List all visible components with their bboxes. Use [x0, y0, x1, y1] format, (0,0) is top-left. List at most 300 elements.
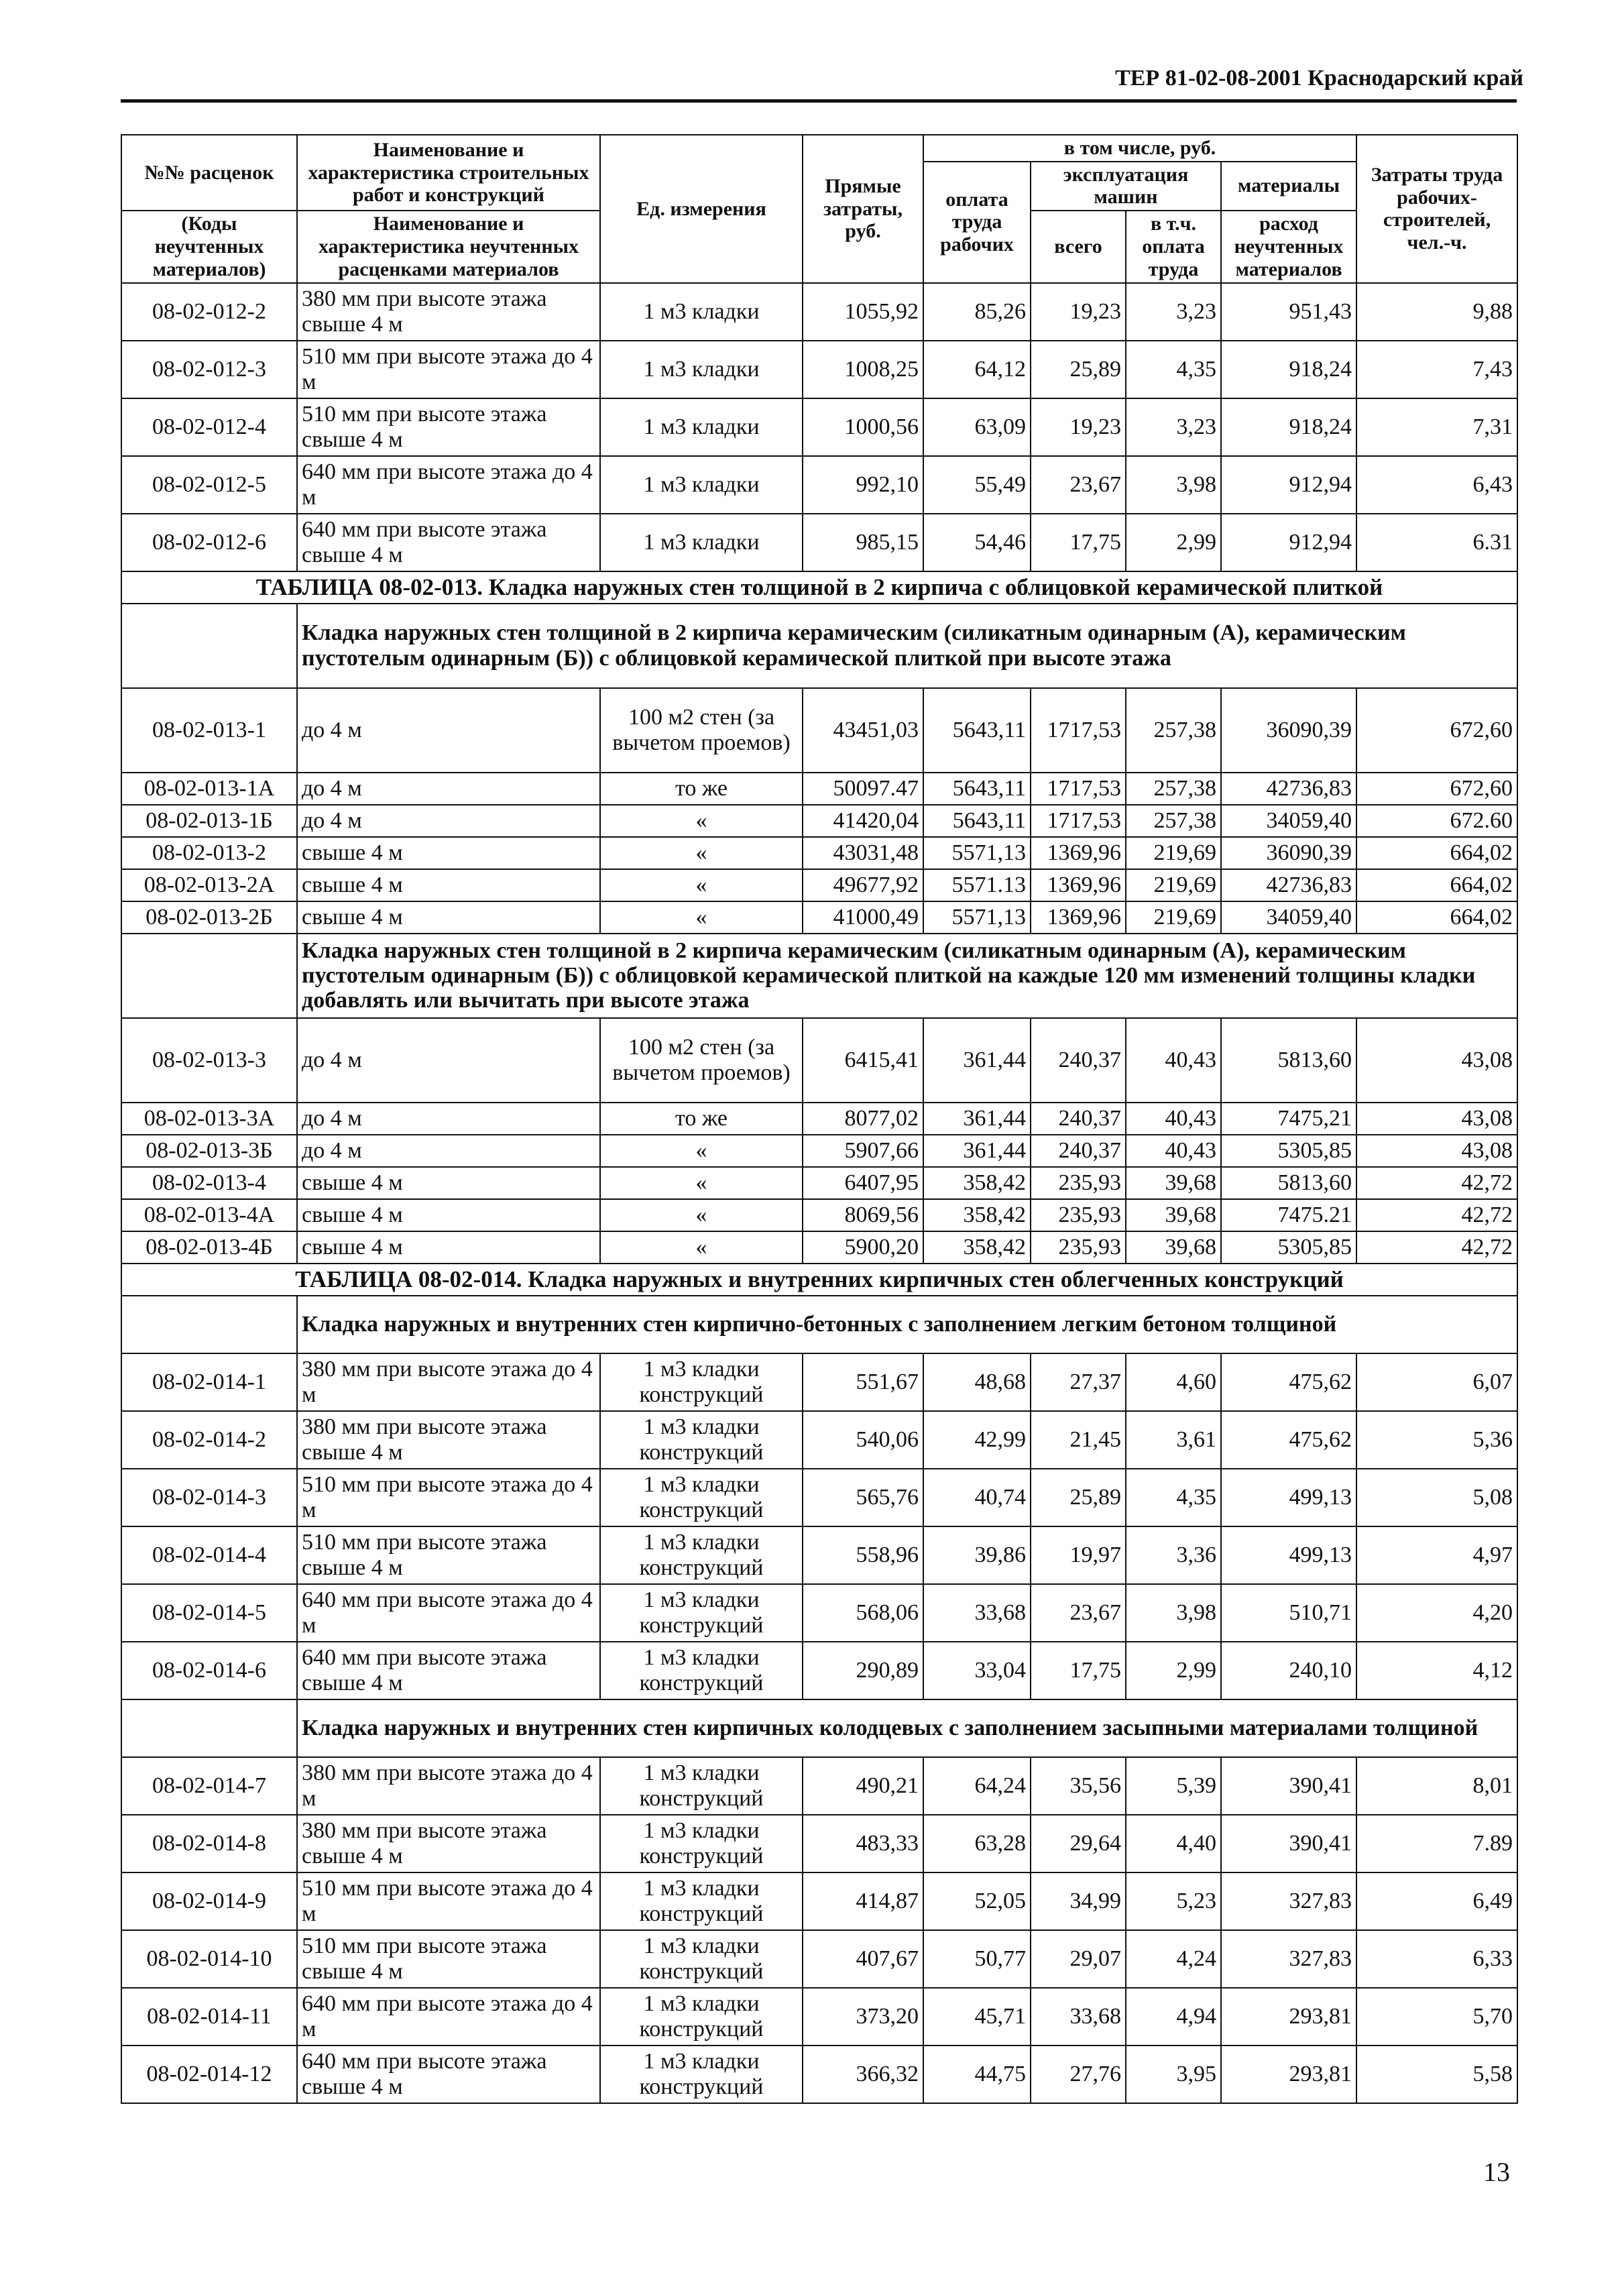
rate-code: 08-02-014-7 [121, 1757, 297, 1815]
rate-description: 510 мм при высоте этажа свыше 4 м [297, 1930, 600, 1988]
rate-code: 08-02-013-4А [121, 1199, 297, 1231]
unit-of-measure: « [600, 869, 803, 901]
machine-operator-wages: 3,23 [1126, 398, 1221, 456]
table-row [121, 1815, 1517, 1872]
labor-hours: 9,88 [1356, 283, 1517, 341]
machine-costs: 29,07 [1031, 1930, 1126, 1988]
machine-costs: 17,75 [1031, 1642, 1126, 1699]
unit-of-measure: 1 м3 кладки конструкций [600, 1411, 803, 1469]
labor-hours: 6,49 [1356, 1872, 1517, 1930]
machine-operator-wages: 257,38 [1126, 773, 1221, 805]
machine-operator-wages: 4,94 [1126, 1988, 1221, 2046]
worker-wages: 39,86 [923, 1526, 1031, 1584]
rate-description: 380 мм при высоте этажа свыше 4 м [297, 283, 600, 341]
machine-costs: 240,37 [1031, 1018, 1126, 1103]
direct-costs: 43451,03 [803, 688, 923, 773]
unit-of-measure: 1 м3 кладки конструкций [600, 1584, 803, 1642]
labor-hours: 5,36 [1356, 1411, 1517, 1469]
unit-of-measure: 1 м3 кладки [600, 398, 803, 456]
labor-hours: 4,20 [1356, 1584, 1517, 1642]
header-materials: материалы [1221, 162, 1356, 211]
unit-of-measure: « [600, 1199, 803, 1231]
unit-of-measure: 1 м3 кладки конструкций [600, 1815, 803, 1872]
worker-wages: 5643,11 [923, 805, 1031, 837]
table-row [121, 1469, 1517, 1526]
section-heading-row [121, 1296, 1517, 1353]
table-row [121, 1930, 1517, 1988]
header-including: в том числе, руб. [923, 135, 1356, 162]
material-costs: 510,71 [1221, 1584, 1356, 1642]
rate-description: 510 мм при высоте этажа свыше 4 м [297, 398, 600, 456]
labor-hours: 43,08 [1356, 1135, 1517, 1167]
worker-wages: 358,42 [923, 1167, 1031, 1199]
rate-code: 08-02-014-8 [121, 1815, 297, 1872]
rate-description: 640 мм при высоте этажа до 4 м [297, 1584, 600, 1642]
machine-operator-wages: 3,98 [1126, 1584, 1221, 1642]
rate-description: 380 мм при высоте этажа до 4 м [297, 1757, 600, 1815]
table-header [121, 135, 1517, 283]
rate-code: 08-02-013-1А [121, 773, 297, 805]
machine-costs: 19,23 [1031, 283, 1126, 341]
header-machines-total: всего [1031, 211, 1126, 283]
material-costs: 390,41 [1221, 1815, 1356, 1872]
machine-costs: 1717,53 [1031, 773, 1126, 805]
machine-operator-wages: 40,43 [1126, 1135, 1221, 1167]
worker-wages: 52,05 [923, 1872, 1031, 1930]
rate-code: 08-02-014-2 [121, 1411, 297, 1469]
header-labor: Затраты труда рабочих-строителей, чел.-ч. [1356, 135, 1517, 283]
material-costs: 5305,85 [1221, 1135, 1356, 1167]
rate-description: 510 мм при высоте этажа до 4 м [297, 1872, 600, 1930]
unit-of-measure: 1 м3 кладки конструкций [600, 1469, 803, 1526]
machine-costs: 235,93 [1031, 1199, 1126, 1231]
material-costs: 5813,60 [1221, 1167, 1356, 1199]
labor-hours: 672,60 [1356, 773, 1517, 805]
direct-costs: 558,96 [803, 1526, 923, 1584]
worker-wages: 361,44 [923, 1135, 1031, 1167]
material-costs: 918,24 [1221, 341, 1356, 398]
rate-code: 08-02-014-9 [121, 1872, 297, 1930]
machine-operator-wages: 219,69 [1126, 837, 1221, 869]
machine-operator-wages: 2,99 [1126, 1642, 1221, 1699]
section-heading-row [121, 1699, 1517, 1757]
table-row [121, 1018, 1517, 1103]
table-row [121, 2046, 1517, 2103]
labor-hours: 5,08 [1356, 1469, 1517, 1526]
worker-wages: 358,42 [923, 1231, 1031, 1264]
rate-code: 08-02-013-2А [121, 869, 297, 901]
direct-costs: 568,06 [803, 1584, 923, 1642]
worker-wages: 42,99 [923, 1411, 1031, 1469]
machine-operator-wages: 3,98 [1126, 456, 1221, 514]
worker-wages: 44,75 [923, 2046, 1031, 2103]
direct-costs: 373,20 [803, 1988, 923, 2046]
machine-costs: 19,23 [1031, 398, 1126, 456]
rate-code: 08-02-014-3 [121, 1469, 297, 1526]
rate-code: 08-02-013-3Б [121, 1135, 297, 1167]
labor-hours: 42,72 [1356, 1199, 1517, 1231]
table-row [121, 1411, 1517, 1469]
rate-description: 640 мм при высоте этажа до 4 м [297, 456, 600, 514]
unit-of-measure: 1 м3 кладки [600, 341, 803, 398]
header-machines: эксплуатация машин [1031, 162, 1221, 211]
worker-wages: 50,77 [923, 1930, 1031, 1988]
header-code-top: №№ расценок [121, 135, 297, 211]
rate-code: 08-02-013-2 [121, 837, 297, 869]
machine-costs: 25,89 [1031, 1469, 1126, 1526]
section-code-cell [121, 1699, 297, 1757]
machine-operator-wages: 5,39 [1126, 1757, 1221, 1815]
machine-costs: 27,76 [1031, 2046, 1126, 2103]
rate-code: 08-02-012-2 [121, 283, 297, 341]
table-row [121, 837, 1517, 869]
worker-wages: 5571,13 [923, 901, 1031, 934]
table-row [121, 341, 1517, 398]
material-costs: 327,83 [1221, 1930, 1356, 1988]
unit-of-measure: то же [600, 1103, 803, 1135]
direct-costs: 985,15 [803, 514, 923, 571]
machine-operator-wages: 3,36 [1126, 1526, 1221, 1584]
rate-code: 08-02-014-12 [121, 2046, 297, 2103]
direct-costs: 992,10 [803, 456, 923, 514]
material-costs: 951,43 [1221, 283, 1356, 341]
labor-hours: 7.89 [1356, 1815, 1517, 1872]
table-row [121, 1757, 1517, 1815]
unit-of-measure: 1 м3 кладки [600, 514, 803, 571]
machine-operator-wages: 4,40 [1126, 1815, 1221, 1872]
material-costs: 5305,85 [1221, 1231, 1356, 1264]
page-number: 13 [1483, 2157, 1510, 2187]
direct-costs: 1055,92 [803, 283, 923, 341]
rate-description: 510 мм при высоте этажа до 4 м [297, 1469, 600, 1526]
rate-code: 08-02-013-4Б [121, 1231, 297, 1264]
direct-costs: 540,06 [803, 1411, 923, 1469]
direct-costs: 1008,25 [803, 341, 923, 398]
direct-costs: 6407,95 [803, 1167, 923, 1199]
machine-operator-wages: 40,43 [1126, 1103, 1221, 1135]
rate-description: 640 мм при высоте этажа до 4 м [297, 1988, 600, 2046]
labor-hours: 43,08 [1356, 1103, 1517, 1135]
direct-costs: 41420,04 [803, 805, 923, 837]
machine-operator-wages: 219,69 [1126, 901, 1221, 934]
rate-code: 08-02-013-1 [121, 688, 297, 773]
header-materials-sub: расход неучтенных материалов [1221, 211, 1356, 283]
labor-hours: 7,31 [1356, 398, 1517, 456]
worker-wages: 5643,11 [923, 688, 1031, 773]
unit-of-measure: 100 м2 стен (за вычетом проемов) [600, 1018, 803, 1103]
material-costs: 5813,60 [1221, 1018, 1356, 1103]
section-code-cell [121, 604, 297, 688]
worker-wages: 63,28 [923, 1815, 1031, 1872]
unit-of-measure: 1 м3 кладки конструкций [600, 1988, 803, 2046]
material-costs: 918,24 [1221, 398, 1356, 456]
rate-code: 08-02-014-4 [121, 1526, 297, 1584]
rate-description: 380 мм при высоте этажа свыше 4 м [297, 1411, 600, 1469]
machine-costs: 35,56 [1031, 1757, 1126, 1815]
machine-costs: 23,67 [1031, 1584, 1126, 1642]
table-row [121, 901, 1517, 934]
table-row [121, 773, 1517, 805]
rate-description: 640 мм при высоте этажа свыше 4 м [297, 1642, 600, 1699]
worker-wages: 85,26 [923, 283, 1031, 341]
section-code-cell [121, 934, 297, 1018]
direct-costs: 41000,49 [803, 901, 923, 934]
labor-hours: 6,33 [1356, 1930, 1517, 1988]
material-costs: 42736,83 [1221, 869, 1356, 901]
table-row [121, 1872, 1517, 1930]
rate-description: свыше 4 м [297, 901, 600, 934]
labor-hours: 43,08 [1356, 1018, 1517, 1103]
unit-of-measure: 1 м3 кладки конструкций [600, 2046, 803, 2103]
material-costs: 7475.21 [1221, 1199, 1356, 1231]
machine-costs: 25,89 [1031, 341, 1126, 398]
unit-of-measure: 1 м3 кладки [600, 283, 803, 341]
worker-wages: 48,68 [923, 1353, 1031, 1411]
rate-code: 08-02-013-3А [121, 1103, 297, 1135]
machine-costs: 1717,53 [1031, 805, 1126, 837]
unit-of-measure: 1 м3 кладки конструкций [600, 1526, 803, 1584]
unit-of-measure: 1 м3 кладки конструкций [600, 1930, 803, 1988]
rate-description: 510 мм при высоте этажа свыше 4 м [297, 1526, 600, 1584]
labor-hours: 5,58 [1356, 2046, 1517, 2103]
direct-costs: 50097.47 [803, 773, 923, 805]
worker-wages: 33,04 [923, 1642, 1031, 1699]
machine-costs: 33,68 [1031, 1988, 1126, 2046]
direct-costs: 565,76 [803, 1469, 923, 1526]
rate-code: 08-02-014-1 [121, 1353, 297, 1411]
unit-of-measure: 1 м3 кладки конструкций [600, 1642, 803, 1699]
table-row [121, 1135, 1517, 1167]
machine-operator-wages: 4,60 [1126, 1353, 1221, 1411]
rate-description: до 4 м [297, 773, 600, 805]
labor-hours: 664,02 [1356, 837, 1517, 869]
table-title: ТАБЛИЦА 08-02-014. Кладка наружных и внутренних кирпичных стен облегченных конструкций [121, 1264, 1517, 1296]
header-unit: Ед. измерения [600, 135, 803, 283]
machine-operator-wages: 219,69 [1126, 869, 1221, 901]
section-code-cell [121, 1296, 297, 1353]
direct-costs: 407,67 [803, 1930, 923, 1988]
worker-wages: 45,71 [923, 1988, 1031, 2046]
rate-description: 380 мм при высоте этажа до 4 м [297, 1353, 600, 1411]
table-row [121, 869, 1517, 901]
rate-description: свыше 4 м [297, 1231, 600, 1264]
rate-description: до 4 м [297, 688, 600, 773]
rate-description: свыше 4 м [297, 1167, 600, 1199]
unit-of-measure: 1 м3 кладки конструкций [600, 1872, 803, 1930]
table-title: ТАБЛИЦА 08-02-013. Кладка наружных стен толщиной в 2 кирпича с облицовкой керамической плиткой [121, 571, 1517, 604]
section-heading: Кладка наружных и внутренних стен кирпично-бетонных с заполнением легким бетоном толщиной [297, 1296, 1517, 1353]
labor-hours: 664,02 [1356, 901, 1517, 934]
section-heading: Кладка наружных и внутренних стен кирпичных колодцевых с заполнением засыпными материалами толщиной [297, 1699, 1517, 1757]
material-costs: 475,62 [1221, 1353, 1356, 1411]
machine-costs: 235,93 [1031, 1231, 1126, 1264]
unit-of-measure: « [600, 1135, 803, 1167]
machine-operator-wages: 40,43 [1126, 1018, 1221, 1103]
machine-operator-wages: 2,99 [1126, 514, 1221, 571]
rate-code: 08-02-013-3 [121, 1018, 297, 1103]
rate-description: 510 мм при высоте этажа до 4 м [297, 341, 600, 398]
table-title-row [121, 1264, 1517, 1296]
material-costs: 499,13 [1221, 1526, 1356, 1584]
machine-operator-wages: 5,23 [1126, 1872, 1221, 1930]
header-rule [121, 99, 1517, 103]
rate-code: 08-02-014-11 [121, 1988, 297, 2046]
material-costs: 327,83 [1221, 1872, 1356, 1930]
machine-operator-wages: 39,68 [1126, 1199, 1221, 1231]
table-row [121, 514, 1517, 571]
rate-description: 640 мм при высоте этажа свыше 4 м [297, 2046, 600, 2103]
rate-description: свыше 4 м [297, 1199, 600, 1231]
section-heading: Кладка наружных стен толщиной в 2 кирпича керамическим (силикатным одинарным (А), керамическим пустотелым одинарным (Б)) с облицовкой керамической плиткой при высоте этажа [297, 604, 1517, 688]
rates-table [121, 134, 1518, 2104]
material-costs: 36090,39 [1221, 688, 1356, 773]
machine-operator-wages: 39,68 [1126, 1167, 1221, 1199]
table-row [121, 1526, 1517, 1584]
material-costs: 36090,39 [1221, 837, 1356, 869]
worker-wages: 361,44 [923, 1103, 1031, 1135]
direct-costs: 414,87 [803, 1872, 923, 1930]
table-body [121, 283, 1517, 2103]
material-costs: 390,41 [1221, 1757, 1356, 1815]
direct-costs: 483,33 [803, 1815, 923, 1872]
section-heading-row [121, 934, 1517, 1018]
machine-costs: 27,37 [1031, 1353, 1126, 1411]
worker-wages: 40,74 [923, 1469, 1031, 1526]
rate-description: свыше 4 м [297, 837, 600, 869]
unit-of-measure: то же [600, 773, 803, 805]
material-costs: 912,94 [1221, 456, 1356, 514]
table-row [121, 1988, 1517, 2046]
labor-hours: 7,43 [1356, 341, 1517, 398]
rate-code: 08-02-013-2Б [121, 901, 297, 934]
header-name-top: Наименование и характеристика строительных работ и конструкций [297, 135, 600, 211]
rate-code: 08-02-013-1Б [121, 805, 297, 837]
table-row [121, 456, 1517, 514]
labor-hours: 42,72 [1356, 1231, 1517, 1264]
direct-costs: 8077,02 [803, 1103, 923, 1135]
direct-costs: 490,21 [803, 1757, 923, 1815]
labor-hours: 672.60 [1356, 805, 1517, 837]
machine-costs: 1369,96 [1031, 901, 1126, 934]
section-heading: Кладка наружных стен толщиной в 2 кирпича керамическим (силикатным одинарным (А), керамическим пустотелым одинарным (Б)) с облицовкой керамической плиткой на каждые 120 мм изменений толщины кладки добавлять или вычитать при высоте этажа [297, 934, 1517, 1018]
unit-of-measure: 1 м3 кладки конструкций [600, 1353, 803, 1411]
table-row [121, 1199, 1517, 1231]
unit-of-measure: « [600, 1167, 803, 1199]
material-costs: 475,62 [1221, 1411, 1356, 1469]
worker-wages: 361,44 [923, 1018, 1031, 1103]
material-costs: 293,81 [1221, 1988, 1356, 2046]
labor-hours: 6,43 [1356, 456, 1517, 514]
worker-wages: 64,12 [923, 341, 1031, 398]
direct-costs: 290,89 [803, 1642, 923, 1699]
labor-hours: 6.31 [1356, 514, 1517, 571]
machine-operator-wages: 257,38 [1126, 805, 1221, 837]
worker-wages: 33,68 [923, 1584, 1031, 1642]
machine-costs: 235,93 [1031, 1167, 1126, 1199]
machine-operator-wages: 3,95 [1126, 2046, 1221, 2103]
machine-costs: 240,37 [1031, 1135, 1126, 1167]
rate-description: до 4 м [297, 1018, 600, 1103]
rate-code: 08-02-012-5 [121, 456, 297, 514]
section-heading-row [121, 604, 1517, 688]
header-machines-wages: в т.ч. оплата труда [1126, 211, 1221, 283]
machine-costs: 1369,96 [1031, 837, 1126, 869]
direct-costs: 551,67 [803, 1353, 923, 1411]
unit-of-measure: « [600, 805, 803, 837]
document-header-title: ТЕР 81-02-08-2001 Краснодарский край [1115, 66, 1523, 91]
rate-code: 08-02-013-4 [121, 1167, 297, 1199]
machine-operator-wages: 3,23 [1126, 283, 1221, 341]
table-row [121, 398, 1517, 456]
worker-wages: 63,09 [923, 398, 1031, 456]
machine-operator-wages: 257,38 [1126, 688, 1221, 773]
table-row [121, 1231, 1517, 1264]
worker-wages: 5643,11 [923, 773, 1031, 805]
machine-costs: 19,97 [1031, 1526, 1126, 1584]
unit-of-measure: « [600, 837, 803, 869]
machine-costs: 1369,96 [1031, 869, 1126, 901]
direct-costs: 8069,56 [803, 1199, 923, 1231]
rate-description: до 4 м [297, 1103, 600, 1135]
rate-code: 08-02-014-5 [121, 1584, 297, 1642]
worker-wages: 64,24 [923, 1757, 1031, 1815]
worker-wages: 54,46 [923, 514, 1031, 571]
labor-hours: 42,72 [1356, 1167, 1517, 1199]
rate-code: 08-02-012-4 [121, 398, 297, 456]
material-costs: 42736,83 [1221, 773, 1356, 805]
header-code-bottom: (Коды неучтенных материалов) [121, 211, 297, 283]
material-costs: 912,94 [1221, 514, 1356, 571]
direct-costs: 5907,66 [803, 1135, 923, 1167]
direct-costs: 6415,41 [803, 1018, 923, 1103]
machine-operator-wages: 39,68 [1126, 1231, 1221, 1264]
rate-description: свыше 4 м [297, 869, 600, 901]
worker-wages: 5571,13 [923, 837, 1031, 869]
labor-hours: 8,01 [1356, 1757, 1517, 1815]
material-costs: 34059,40 [1221, 805, 1356, 837]
direct-costs: 43031,48 [803, 837, 923, 869]
machine-operator-wages: 4,35 [1126, 341, 1221, 398]
unit-of-measure: 1 м3 кладки [600, 456, 803, 514]
rate-code: 08-02-014-10 [121, 1930, 297, 1988]
machine-costs: 1717,53 [1031, 688, 1126, 773]
labor-hours: 672,60 [1356, 688, 1517, 773]
worker-wages: 358,42 [923, 1199, 1031, 1231]
unit-of-measure: « [600, 901, 803, 934]
material-costs: 7475,21 [1221, 1103, 1356, 1135]
machine-costs: 17,75 [1031, 514, 1126, 571]
labor-hours: 4,97 [1356, 1526, 1517, 1584]
machine-operator-wages: 4,35 [1126, 1469, 1221, 1526]
machine-operator-wages: 3,61 [1126, 1411, 1221, 1469]
worker-wages: 55,49 [923, 456, 1031, 514]
direct-costs: 1000,56 [803, 398, 923, 456]
machine-costs: 34,99 [1031, 1872, 1126, 1930]
table-row [121, 1584, 1517, 1642]
table-row [121, 1353, 1517, 1411]
unit-of-measure: « [600, 1231, 803, 1264]
rate-description: 640 мм при высоте этажа свыше 4 м [297, 514, 600, 571]
table-title-row [121, 571, 1517, 604]
worker-wages: 5571.13 [923, 869, 1031, 901]
rate-code: 08-02-012-3 [121, 341, 297, 398]
header-wages: оплата труда рабочих [923, 162, 1031, 283]
machine-costs: 29,64 [1031, 1815, 1126, 1872]
machine-costs: 240,37 [1031, 1103, 1126, 1135]
labor-hours: 5,70 [1356, 1988, 1517, 2046]
labor-hours: 664,02 [1356, 869, 1517, 901]
rate-code: 08-02-012-6 [121, 514, 297, 571]
